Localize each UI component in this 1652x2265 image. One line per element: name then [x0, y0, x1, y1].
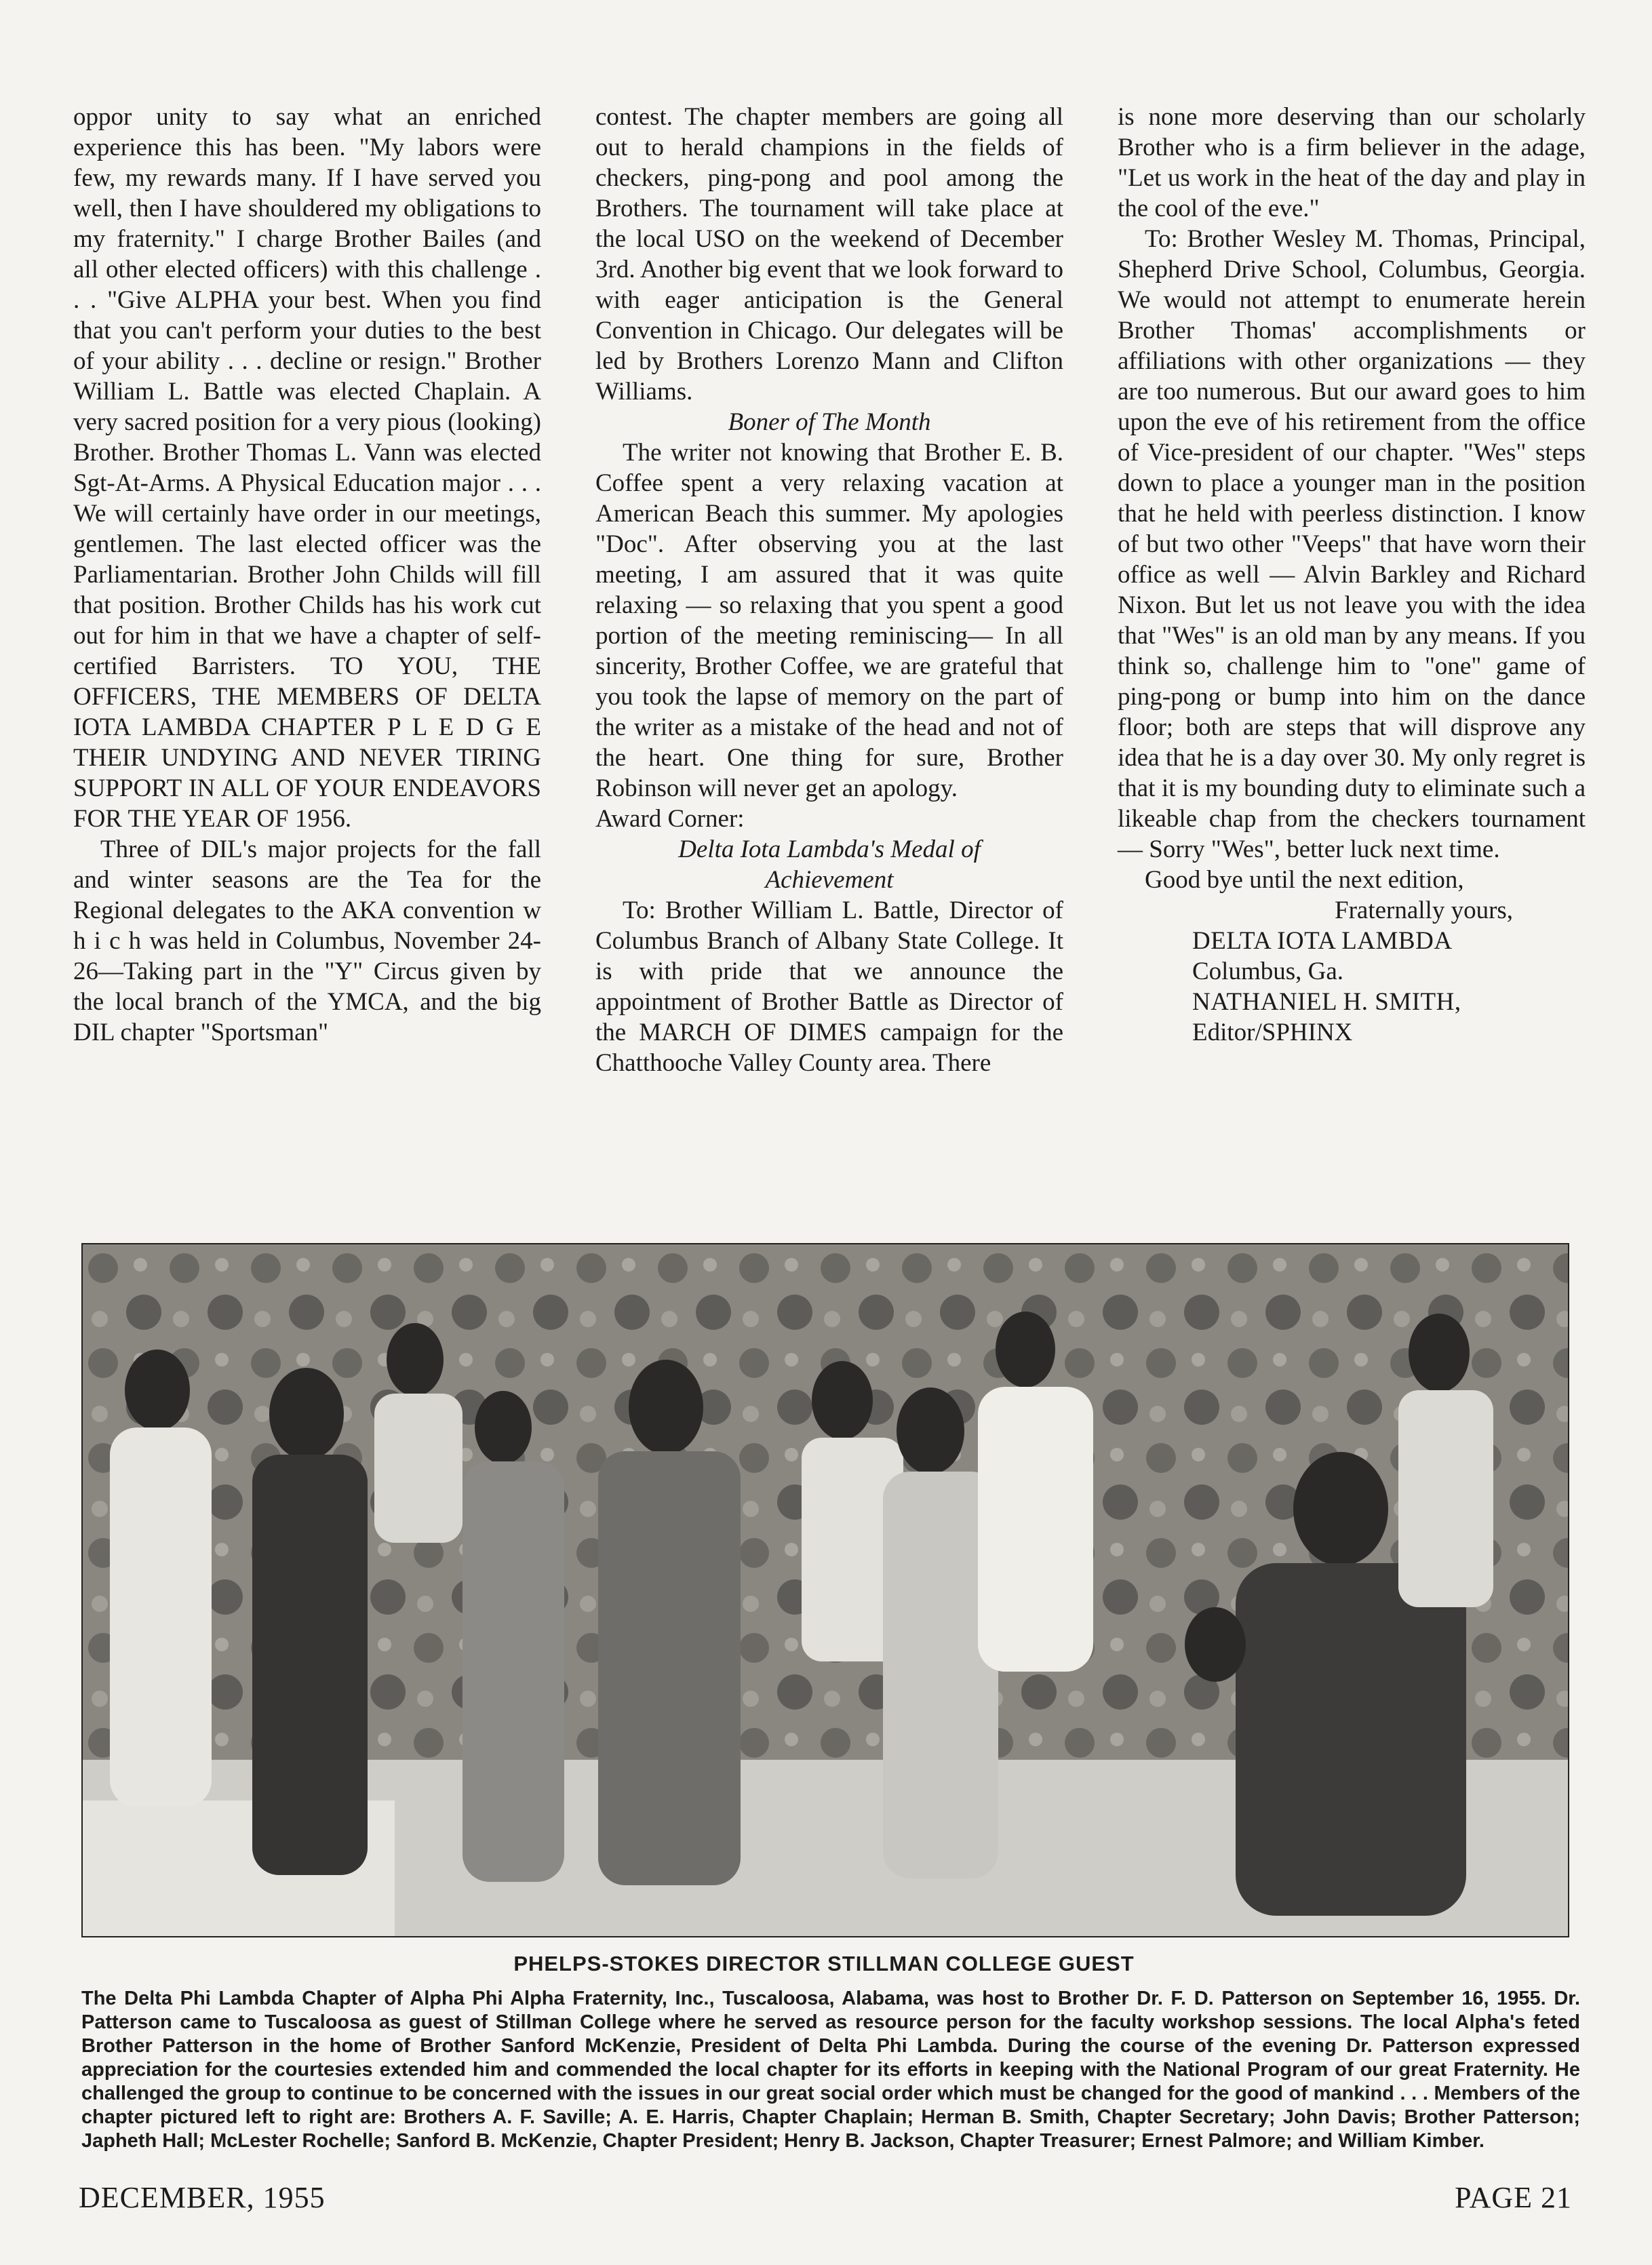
footer-page-number: PAGE 21 [1455, 2181, 1572, 2214]
group-photo-illustration [83, 1244, 1568, 1936]
col2-paragraph-1: contest. The chapter members are going all out to herald champions in the fields of checkers, ping-pong and pool among the Brothers. The tournament will take place at the local USO on the weekend of December 3rd. Another big event that we look forward to with eager anticipation is the General Convention in Chicago. Our delegates will be led by Brothers Lorenzo Mann and Clifton Williams. [595, 103, 1063, 406]
signature-valediction: Fraternally yours, [1335, 897, 1514, 924]
column-2 [595, 102, 1063, 1227]
footer-date: DECEMBER, 1955 [79, 2181, 326, 2214]
article-columns [73, 102, 1586, 1227]
photo-caption-title: PHELPS-STOKES DIRECTOR STILLMAN COLLEGE GUEST [513, 1952, 1135, 1975]
col2-paragraph-2: The writer not knowing that Brother E. B. Coffee spent a very relaxing vacation at American Beach this summer. My apologies "Doc". After observing you at the last meeting, I am assured that it was quite relaxing — so relaxing that you spent a good portion of the meeting reminiscing— In all sincerity, Brother Coffee, we are grateful that you took the lapse of memory on the part of the writer as a mistake of the head and not of the heart. One thing for sure, Brother Robinson will never get an apology. [595, 439, 1063, 802]
col3-paragraph-2: To: Brother Wesley M. Thomas, Principal, Shepherd Drive School, Columbus, Georgia. We would not attempt to enumerate herein Brother Thomas' accomplishments or affiliations with other organizations — they are too numerous. But our award goes to him upon the eve of his retirement from the office of Vice-president of our chapter. "Wes" steps down to place a younger man in the position that he held with peerless distinction. I know of but two other "Veeps" that have worn their office as well — Alvin Barkley and Richard Nixon. But let us not leave you with the idea that "Wes" is an old man by any means. If you think so, challenge him to "one" game of ping-pong or bump into him on the dance floor; both are steps that will disprove any idea that he is a day over 30. My only regret is that it is my bounding duty to eliminate such a likeable chap from the checkers tournament — Sorry "Wes", better luck next time. [1118, 225, 1586, 863]
signature-chapter: DELTA IOTA LAMBDA [1192, 927, 1453, 955]
signature-editor-name: NATHANIEL H. SMITH, [1192, 988, 1461, 1016]
award-title-line-1: Delta Iota Lambda's Medal of [678, 835, 981, 863]
col1-paragraph-2: Three of DIL's major projects for the fall and winter seasons are the Tea for the Regional delegates to the AKA convention w h i c h was held in Columbus, November 24-26—Taking part in the "Y" Circus given by the local branch of the YMCA, and the big DIL chapter "Sportsman" [73, 835, 541, 1046]
closing-line: Good bye until the next edition, [1145, 866, 1464, 894]
column-3 [1118, 102, 1586, 1227]
signature-city: Columbus, Ga. [1192, 958, 1344, 985]
signature-editor-title: Editor/SPHINX [1192, 1019, 1353, 1046]
col1-paragraph-1: oppor unity to say what an enriched experience this has been. "My labors were few, my rewards many. If I have served you well, then I have shouldered my obligations to my fraternity." I charge Brother Bailes (and all other elected officers) with this challenge . . . "Give ALPHA your best. When you find that you can't perform your duties to the best of your ability . . . decline or resign." Brother William L. Battle was elected Chaplain. A very sacred position for a very pious (looking) Brother. Brother Thomas L. Vann was elected Sgt-At-Arms. A Physical Education major . . . We will certainly have order in our meetings, gentlemen. The last elected officer was the Parliamentarian. Brother John Childs will fill that position. Brother Childs has his work cut out for him in that we have a chapter of self-certified Barristers. TO YOU, THE OFFICERS, THE MEMBERS OF DELTA IOTA LAMBDA CHAPTER P L E D G E THEIR UNDYING AND NEVER TIRING SUPPORT IN ALL OF YOUR ENDEAVORS FOR THE YEAR OF 1956. [73, 103, 541, 833]
award-corner-label: Award Corner: [595, 805, 745, 833]
group-photograph [81, 1243, 1569, 1937]
column-1 [73, 102, 541, 1227]
signature-block [1118, 895, 1586, 1048]
award-title-line-2: Achievement [765, 866, 894, 894]
photo-caption: The Delta Phi Lambda Chapter of Alpha Phi Alpha Fraternity, Inc., Tuscaloosa, Alabama, was host to Brother Dr. F. D. Patterson on September 16, 1955. Dr. Patterson came to Tuscaloosa as guest of Stillman College where he served as resource person for the faculty workshop sessions. The local Alpha's feted Brother Patterson in the home of Brother Sanford McKenzie, President of Delta Phi Lambda. During the course of the evening Dr. Patterson expressed appreciation for the courtesies extended him and commended the local chapter for its efforts in keeping with the National Program of our great Fraternity. He challenged the group to continue to be concerned with the issues in our great social order which must be changed for the good of mankind . . . Members of the chapter pictured left to right are: Brothers A. F. Saville; A. E. Harris, Chapter Chaplain; Herman B. Smith, Chapter Secretary; John Davis; Brother Patterson; Japheth Hall; McLester Rochelle; Sanford B. McKenzie, Chapter President; Henry B. Jackson, Chapter Treasurer; Ernest Palmore; and William Kimber. [81, 1988, 1580, 2152]
col2-paragraph-3: To: Brother William L. Battle, Director of Columbus Branch of Albany State College. It is with pride that we announce the appointment of Brother Battle as Director of the MARCH OF DIMES campaign for the Chatthooche Valley County area. There [595, 897, 1063, 1077]
col3-paragraph-1: is none more deserving than our scholarly Brother who is a firm believer in the adage, "Let us work in the heat of the day and play in the cool of the eve." [1118, 103, 1586, 222]
boner-heading: Boner of The Month [728, 408, 931, 436]
